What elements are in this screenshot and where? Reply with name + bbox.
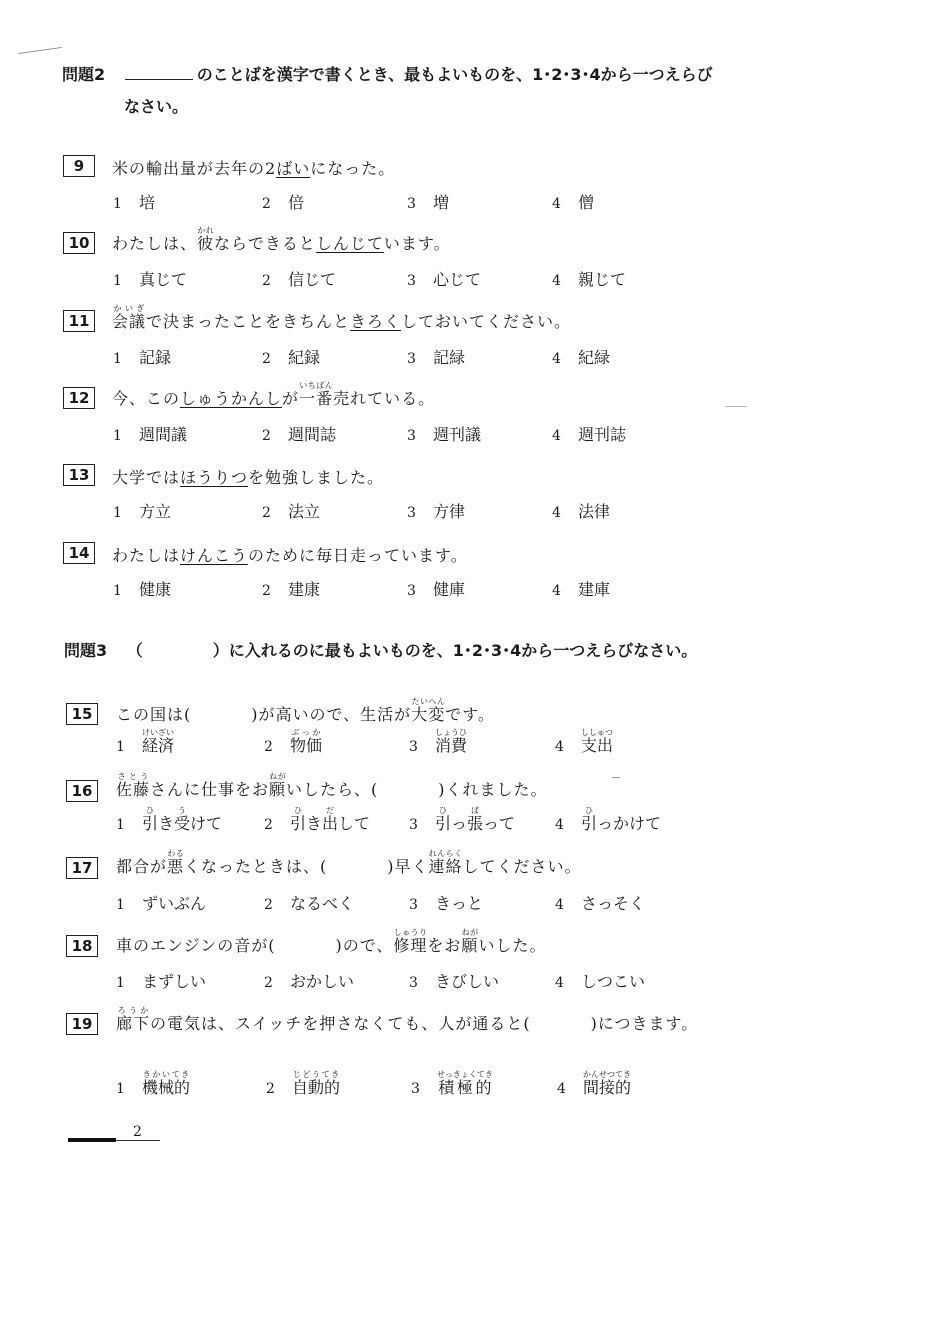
- question-number-15: 15: [66, 703, 98, 725]
- question-number-9: 9: [63, 155, 95, 177]
- q10-option-4[interactable]: 4 親じて: [552, 270, 627, 289]
- q16-option-3[interactable]: 3 引ひっ張ぱって: [409, 806, 516, 833]
- q12-option-2[interactable]: 2 週間誌: [262, 425, 337, 444]
- section2-instruction: [62, 62, 713, 85]
- question-12-text: 今、このしゅうかんしが一番いちばん売れている。: [112, 381, 436, 408]
- question-number-10: 10: [63, 232, 95, 254]
- q15-option-4[interactable]: 4 支出ししゅつ: [555, 728, 614, 755]
- question-14-text: わたしはけんこうのために毎日走っています。: [112, 546, 468, 565]
- question-number-12: 12: [63, 387, 95, 409]
- scan-mark: [18, 47, 62, 54]
- q17-option-4[interactable]: 4 さっそく: [555, 894, 646, 913]
- q14-option-3[interactable]: 3 健庫: [407, 580, 466, 599]
- q17-option-2[interactable]: 2 なるべく: [264, 894, 355, 913]
- question-13-text: 大学ではほうりつを勉強しました。: [112, 468, 385, 487]
- q18-option-1[interactable]: 1 まずしい: [116, 972, 207, 991]
- q11-option-4[interactable]: 4 紀緑: [552, 348, 611, 367]
- q9-option-1[interactable]: 1 培: [113, 193, 156, 212]
- question-17-text: 都合が悪わるくなったときは、( )早く連絡れんらくしてください。: [116, 849, 582, 876]
- q18-option-2[interactable]: 2 おかしい: [264, 972, 355, 991]
- q9-option-2[interactable]: 2 倍: [262, 193, 305, 212]
- underlined-target: きろく: [350, 312, 402, 331]
- question-number-18: 18: [66, 935, 98, 957]
- footer-bar: [68, 1138, 116, 1142]
- q13-option-1[interactable]: 1 方立: [113, 502, 172, 521]
- section3-text: ）に入れるのに最もよいものを、1･2･3･4から一つえらびなさい。: [212, 641, 698, 660]
- question-number-19: 19: [66, 1013, 98, 1035]
- q10-option-2[interactable]: 2 信じて: [262, 270, 337, 289]
- underlined-target: ばい: [276, 159, 311, 178]
- section2-label: 問題2: [62, 65, 106, 84]
- footer-rule: [116, 1140, 160, 1141]
- q17-option-1[interactable]: 1 ずいぶん: [116, 894, 207, 913]
- q11-option-2[interactable]: 2 紀録: [262, 348, 321, 367]
- scan-speck: [725, 406, 747, 407]
- section3-instruction: 問題3 （ ）に入れるのに最もよいものを、1･2･3･4から一つえらびなさい。: [64, 641, 698, 660]
- question-number-14: 14: [63, 542, 95, 564]
- scan-speck: [612, 777, 620, 778]
- q12-option-1[interactable]: 1 週間議: [113, 425, 188, 444]
- underlined-target: ほうりつ: [180, 468, 249, 487]
- q18-option-3[interactable]: 3 きびしい: [409, 972, 500, 991]
- question-number-17: 17: [66, 857, 98, 879]
- q14-option-4[interactable]: 4 建庫: [552, 580, 611, 599]
- underlined-target: しゅうかんし: [180, 389, 283, 408]
- q9-option-3[interactable]: 3 増: [407, 193, 450, 212]
- underline-blank: [125, 65, 193, 80]
- section2-instruction-line2: なさい。: [124, 97, 189, 116]
- section2-text: のことばを漢字で書くとき、最もよいものを、1･2･3･4から一つえらび: [196, 65, 713, 84]
- q10-option-3[interactable]: 3 心じて: [407, 270, 482, 289]
- question-16-text: 佐藤さとうさんに仕事をお願ねがいしたら、( )くれました。: [116, 772, 548, 799]
- q19-option-4[interactable]: 4 間接的かんせつてき: [557, 1070, 632, 1097]
- q11-option-3[interactable]: 3 記緑: [407, 348, 466, 367]
- q12-option-4[interactable]: 4 週刊誌: [552, 425, 627, 444]
- q19-option-2[interactable]: 2 自動的じどうてき: [266, 1070, 341, 1097]
- q15-option-1[interactable]: 1 経済けいざい: [116, 728, 175, 755]
- section3-label: 問題3: [64, 641, 108, 660]
- q12-option-3[interactable]: 3 週刊議: [407, 425, 482, 444]
- underlined-target: けんこう: [180, 546, 249, 565]
- page-number: 2: [133, 1124, 142, 1140]
- q19-option-3[interactable]: 3 積極的せっきょくてき: [411, 1070, 493, 1097]
- question-number-16: 16: [66, 780, 98, 802]
- question-11-text: 会議かいぎで決まったことをきちんときろくしておいてください。: [112, 304, 572, 331]
- underlined-target: しんじて: [315, 234, 384, 253]
- q9-option-4[interactable]: 4 僧: [552, 193, 595, 212]
- q14-option-1[interactable]: 1 健康: [113, 580, 172, 599]
- question-18-text: 車のエンジンの音が( )ので、修理しゅうりをお願ねがいした。: [116, 928, 547, 955]
- question-19-text: 廊下ろうかの電気は、スイッチを押さなくても、人が通ると( )につきます。: [116, 1006, 699, 1033]
- q15-option-3[interactable]: 3 消費しょうひ: [409, 728, 468, 755]
- q16-option-4[interactable]: 4 引ひっかけて: [555, 806, 662, 833]
- q14-option-2[interactable]: 2 建康: [262, 580, 321, 599]
- question-9-text: 米の輸出量が去年の2ばいになった。: [112, 159, 396, 178]
- q10-option-1[interactable]: 1 真じて: [113, 270, 188, 289]
- q16-option-2[interactable]: 2 引ひき出だして: [264, 806, 371, 833]
- question-10-text: わたしは、彼かれならできるとしんじています。: [112, 226, 451, 253]
- q15-option-2[interactable]: 2 物価ぶっか: [264, 728, 323, 755]
- q13-option-4[interactable]: 4 法律: [552, 502, 611, 521]
- q16-option-1[interactable]: 1 引ひき受うけて: [116, 806, 223, 833]
- q18-option-4[interactable]: 4 しつこい: [555, 972, 646, 991]
- question-number-11: 11: [63, 310, 95, 332]
- question-number-13: 13: [63, 464, 95, 486]
- q13-option-2[interactable]: 2 法立: [262, 502, 321, 521]
- q19-option-1[interactable]: 1 機械的きかいてき: [116, 1070, 191, 1097]
- q17-option-3[interactable]: 3 きっと: [409, 894, 484, 913]
- q11-option-1[interactable]: 1 記録: [113, 348, 172, 367]
- question-15-text: この国は( )が高いので、生活が大変たいへんです。: [116, 697, 495, 724]
- q13-option-3[interactable]: 3 方律: [407, 502, 466, 521]
